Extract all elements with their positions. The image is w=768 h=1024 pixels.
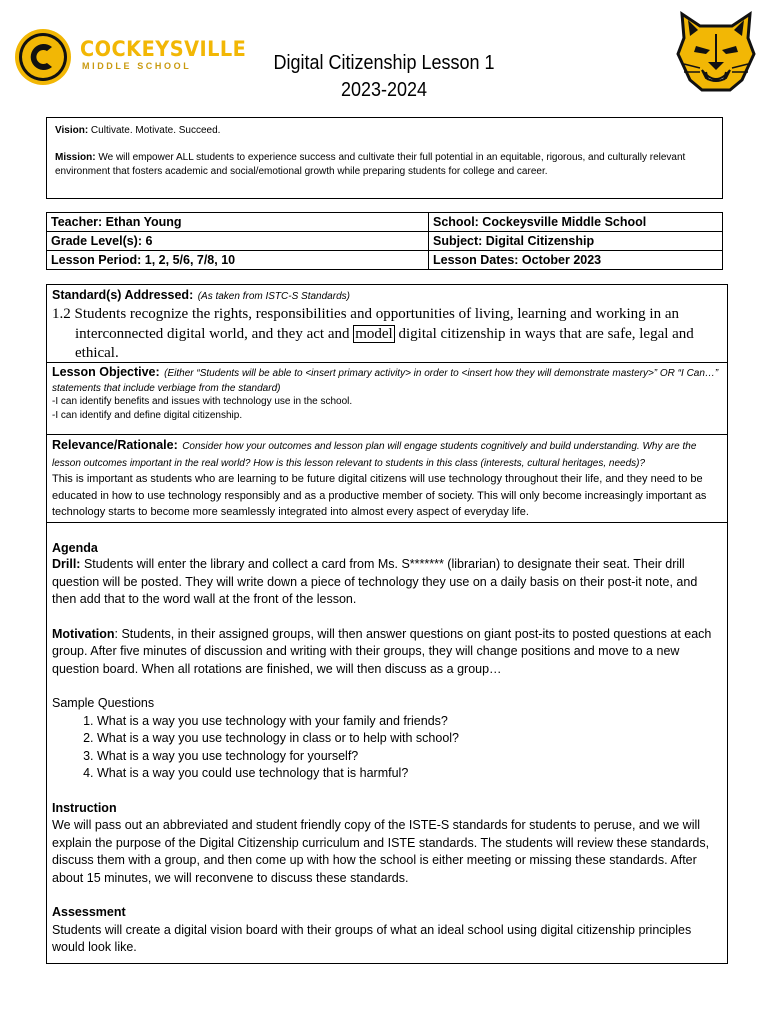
school-cell: School: Cockeysville Middle School bbox=[429, 213, 723, 232]
assessment-heading: Assessment bbox=[52, 905, 126, 919]
standard-text-b: digital citizenship in ways that are safe, legal and ethical. bbox=[75, 325, 694, 361]
standard-text-a: 1.2 Students recognize the rights, responsibilities and opportunities of living, learning and working in an interconnected digital world, and they act and bbox=[52, 306, 679, 342]
drill-paragraph bbox=[52, 556, 722, 609]
relevance-text: This is important as students who are learning to be future digital citizens will use technology throughout their life, and they need to be educated in how to use technology responsibly and as a productive member of society. This will only become increasingly important as technology starts to become more seamlessly integrated into almost every aspect of everyday life. bbox=[52, 473, 707, 518]
relevance-section bbox=[47, 435, 727, 523]
mission-label: Mission: bbox=[55, 152, 96, 163]
mission-text: We will empower ALL students to experience success and cultivate their full potential in an equitable, rigorous, and culturally relevant environment that fosters academic and social/emotional growth while preparing students for college and career. bbox=[55, 152, 686, 177]
page-title-line2: 2023-2024 bbox=[340, 79, 428, 101]
objective-line-2: -I can identify and define digital citizenship. bbox=[52, 410, 243, 421]
standards-label: Standard(s) Addressed: bbox=[52, 288, 194, 302]
motivation-paragraph bbox=[52, 626, 722, 679]
teacher-cell: Teacher: Ethan Young bbox=[47, 213, 429, 232]
page-title-line1: Digital Citizenship Lesson 1 bbox=[273, 52, 495, 74]
motivation-text: : Students, in their assigned groups, will then answer questions on giant post-its to posted questions at each group. After five minutes of discussion and writing with their groups, they will change positions and move to a new question board. When all rotations are finished, we will then discuss as a group… bbox=[52, 626, 712, 676]
list-item: 2. What is a way you use technology in class or to help with school? bbox=[97, 730, 722, 748]
mission-line bbox=[55, 151, 714, 179]
objective-section bbox=[47, 363, 727, 435]
standard-text bbox=[52, 305, 722, 364]
assessment-text: Students will create a digital vision board with their groups of what an ideal school using digital citizenship principles would look like. bbox=[52, 922, 692, 954]
period-cell: Lesson Period: 1, 2, 5/6, 7/8, 10 bbox=[47, 251, 429, 270]
vision-label: Vision: bbox=[55, 125, 89, 136]
school-logo-subtitle: MIDDLE SCHOOL bbox=[82, 61, 192, 71]
vision-mission-box bbox=[46, 117, 723, 199]
table-row bbox=[47, 232, 723, 251]
dates-cell: Lesson Dates: October 2023 bbox=[429, 251, 723, 270]
panther-mascot-icon bbox=[676, 10, 756, 94]
instruction-text: We will pass out an abbreviated and student friendly copy of the ISTE-S standards for students to peruse, and we will explain the purpose of the Digital Citizenship curriculum and ISTE standards. The students will review these standards, discuss them with a group, and then come up with how the school is either meeting or missing these standards. After about 15 minutes, we will reconvene to discuss these standards. bbox=[52, 818, 710, 885]
table-row bbox=[47, 251, 723, 270]
table-row bbox=[47, 213, 723, 232]
list-item: 1. What is a way you use technology with your family and friends? bbox=[97, 713, 722, 731]
standards-section bbox=[47, 285, 727, 363]
relevance-label: Relevance/Rationale: bbox=[52, 438, 178, 452]
motivation-label: Motivation bbox=[52, 626, 115, 641]
relevance-hint: Consider how your outcomes and lesson plan will engage students cognitively and build understanding. Why are the lesson outcomes important in the real world? How is this lesson relevant to students in this class (interests, cultural heritages, needs)? bbox=[52, 441, 697, 469]
standard-boxed-word: model bbox=[355, 325, 393, 342]
lesson-plan-box bbox=[46, 284, 728, 964]
page-title bbox=[38, 50, 729, 104]
grade-cell: Grade Level(s): 6 bbox=[47, 232, 429, 251]
sample-questions-list bbox=[52, 713, 722, 783]
drill-text: Students will enter the library and collect a card from Ms. S******* (librarian) to designate their seat. Their drill question will be posted. They will write down a piece of technology they use on a daily basis on their post-it note, and then add that to the word wall at the front of the lesson. bbox=[52, 557, 698, 606]
list-item: 3. What is a way you use technology for yourself? bbox=[97, 748, 722, 766]
school-logo-name: COCKEYSVILLE bbox=[80, 37, 247, 61]
sample-questions-heading: Sample Questions bbox=[52, 696, 155, 710]
instruction-heading: Instruction bbox=[52, 800, 117, 815]
vision-line bbox=[55, 124, 714, 138]
agenda-section bbox=[47, 539, 727, 959]
standards-hint: (As taken from ISTC-S Standards) bbox=[197, 291, 350, 302]
objective-hint: (Either “Students will be able to <insert primary activity> in order to <insert how they will demonstrate mastery>” OR “I Can…” statements that include verbiage from the standard) bbox=[52, 368, 719, 394]
vision-text: Cultivate. Motivate. Succeed. bbox=[88, 125, 221, 136]
agenda-heading: Agenda bbox=[52, 541, 98, 555]
lesson-info-table bbox=[46, 212, 723, 270]
subject-cell: Subject: Digital Citizenship bbox=[429, 232, 723, 251]
objective-line-1: -I can identify benefits and issues with technology use in the school. bbox=[52, 396, 353, 407]
list-item: 4. What is a way you could use technology that is harmful? bbox=[97, 765, 722, 783]
objective-label: Lesson Objective: bbox=[52, 365, 160, 379]
drill-label: Drill: bbox=[52, 557, 81, 571]
